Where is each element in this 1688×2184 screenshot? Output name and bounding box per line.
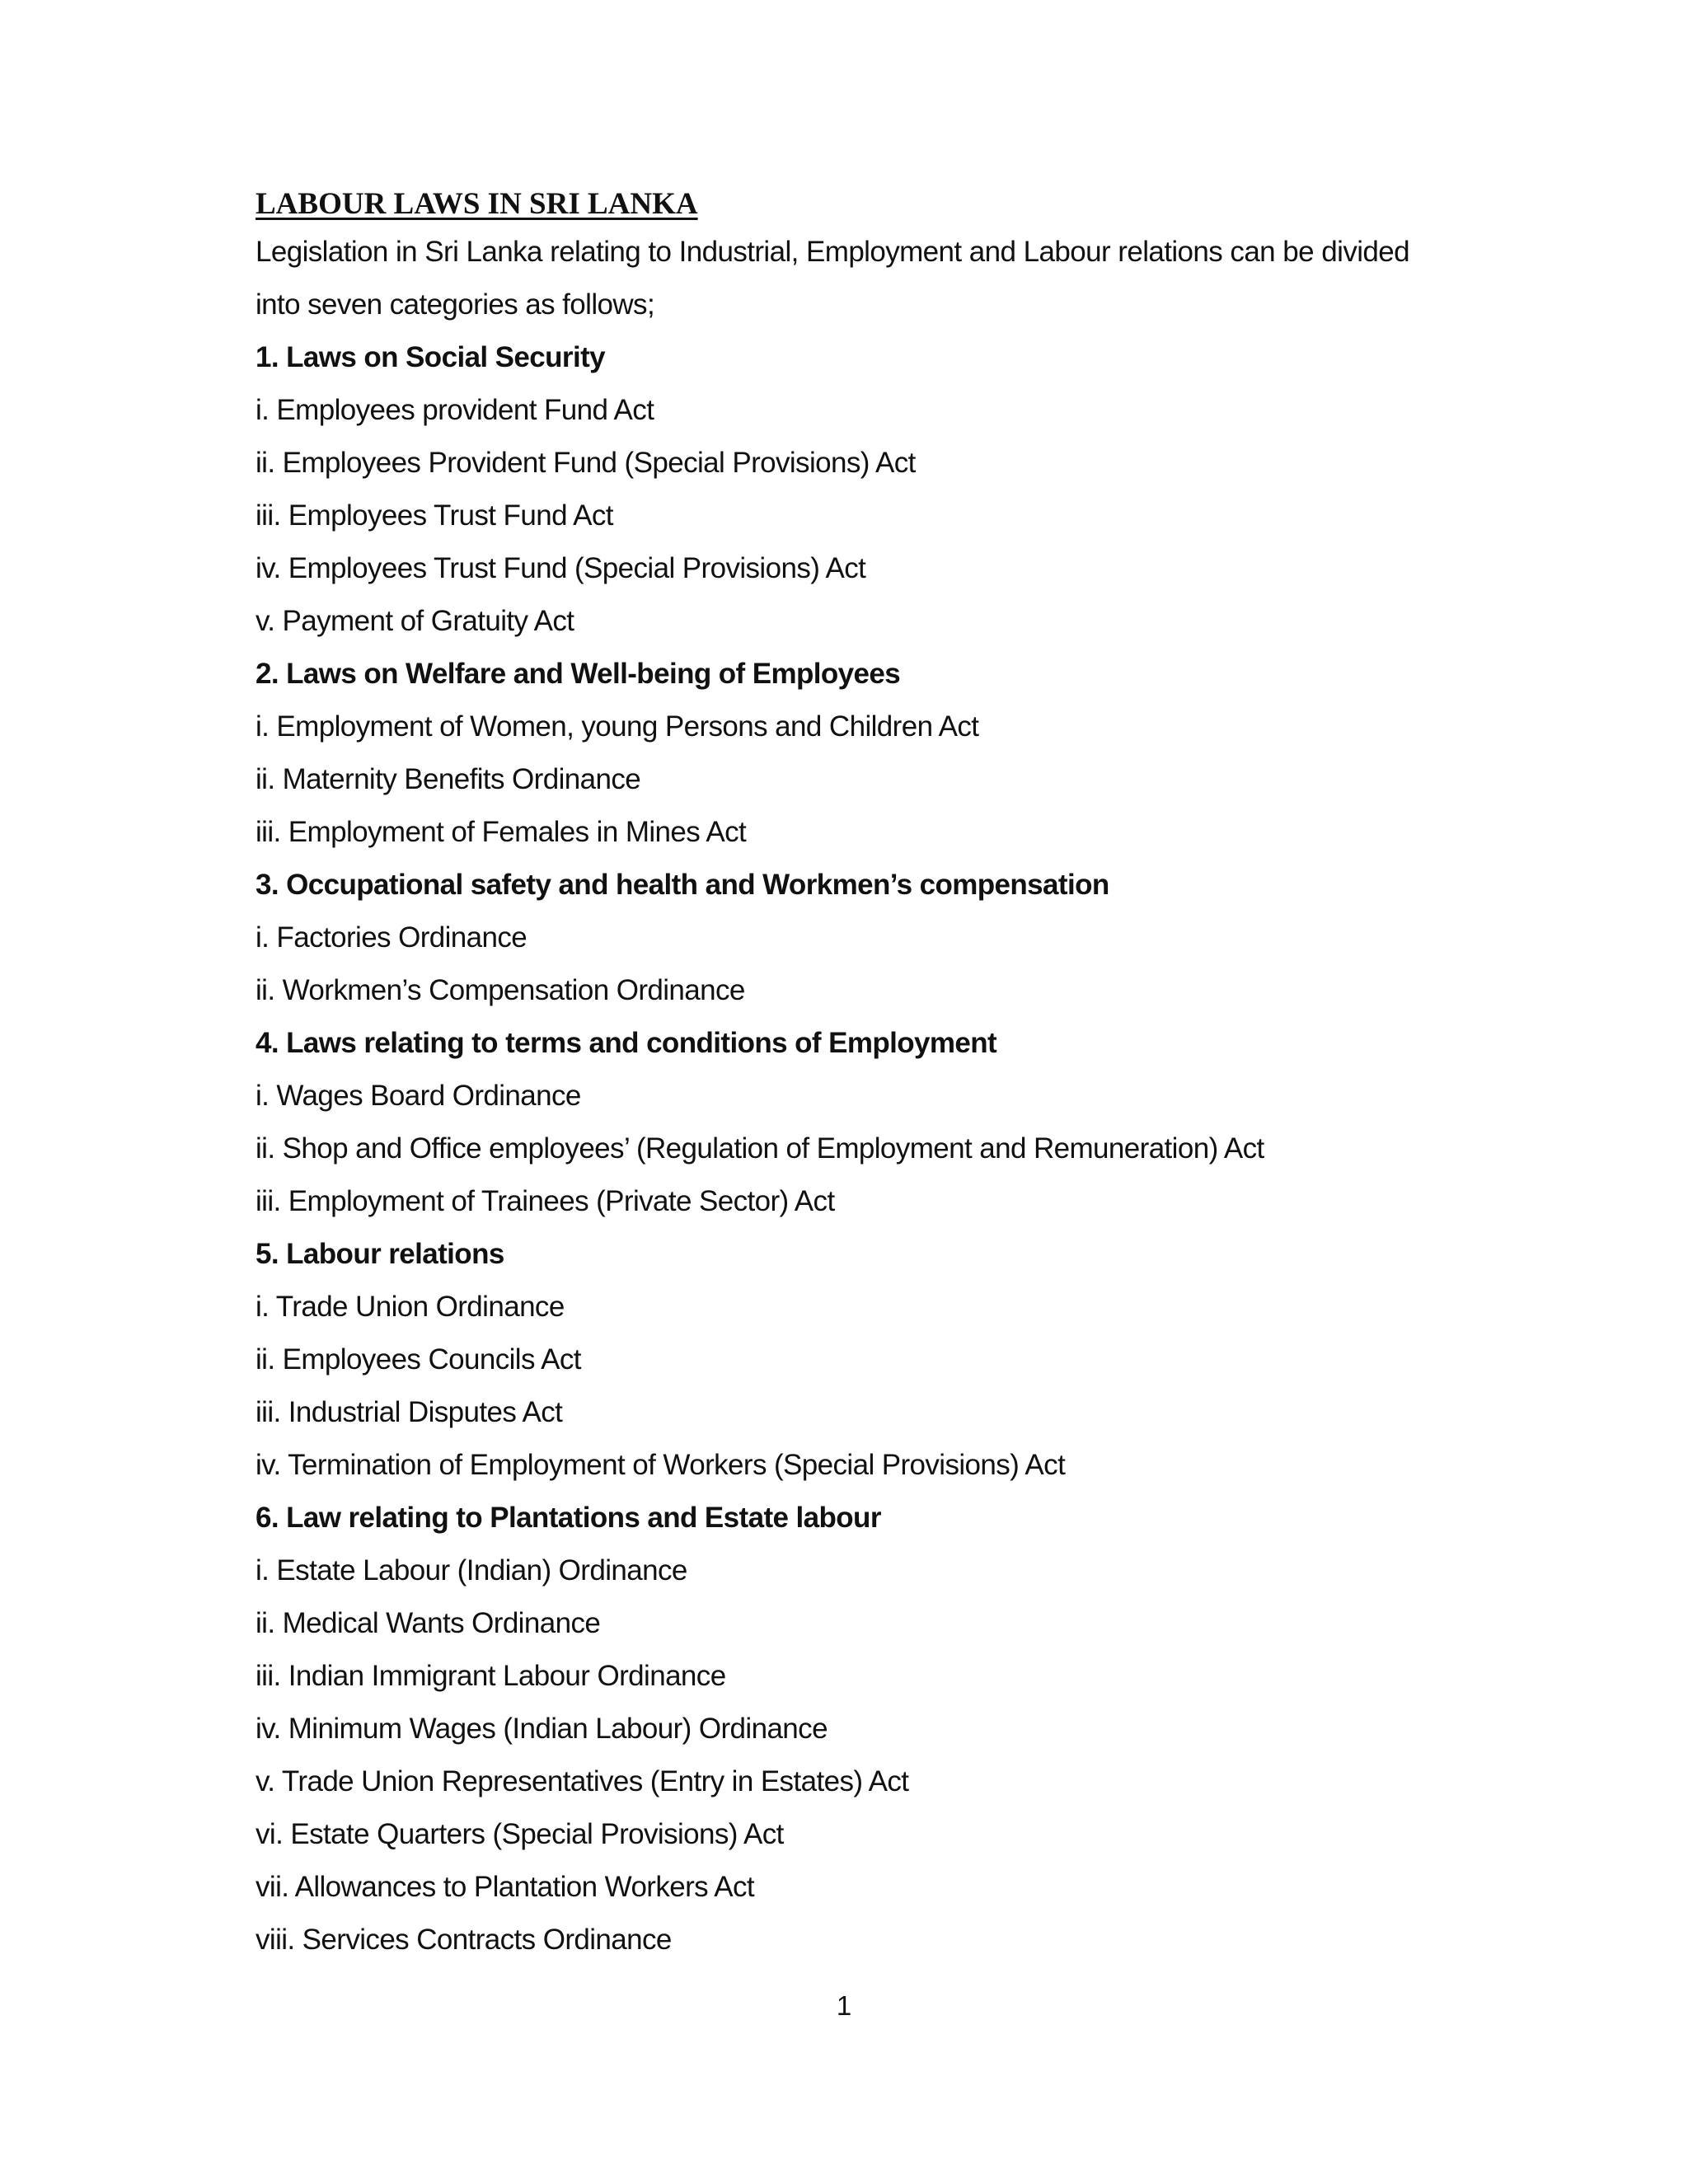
list-item: iii. Employees Trust Fund Act <box>256 499 613 532</box>
section-heading: 3. Occupational safety and health and Workmen’s compensation <box>256 869 1109 901</box>
section-plantations <box>256 1492 1409 1966</box>
list-item: v. Trade Union Representatives (Entry in Estates) Act <box>256 1765 909 1797</box>
list-item: i. Employees provident Fund Act <box>256 394 654 426</box>
list-item: vii. Allowances to Plantation Workers Act <box>256 1871 755 1903</box>
list-item: iii. Industrial Disputes Act <box>256 1396 563 1428</box>
section-heading: 6. Law relating to Plantations and Estate labour <box>256 1502 881 1534</box>
section-occupational-safety <box>256 859 1409 1017</box>
list-item: ii. Workmen’s Compensation Ordinance <box>256 974 745 1006</box>
section-terms-of-employment <box>256 1017 1409 1228</box>
list-item: v. Payment of Gratuity Act <box>256 605 574 637</box>
section-heading: 4. Laws relating to terms and conditions of Employment <box>256 1027 997 1059</box>
list-item: iv. Termination of Employment of Workers (Special Provisions) Act <box>256 1449 1066 1481</box>
section-social-security <box>256 331 1409 648</box>
section-heading: 5. Labour relations <box>256 1238 504 1270</box>
list-item: iii. Employment of Trainees (Private Sector) Act <box>256 1185 835 1217</box>
list-item: ii. Employees Provident Fund (Special Provisions) Act <box>256 447 916 479</box>
section-labour-relations <box>256 1228 1409 1492</box>
list-item: i. Wages Board Ordinance <box>256 1080 581 1112</box>
list-item: iv. Employees Trust Fund (Special Provisions) Act <box>256 552 866 584</box>
list-item: ii. Maternity Benefits Ordinance <box>256 763 641 795</box>
intro-paragraph: Legislation in Sri Lanka relating to Industrial, Employment and Labour relations can be divided into seven categories as follows; <box>256 236 1409 321</box>
document-title: LABOUR LAWS IN SRI LANKA <box>256 187 698 221</box>
document-content <box>256 183 1409 1966</box>
list-item: ii. Employees Councils Act <box>256 1343 581 1376</box>
list-item: iii. Employment of Females in Mines Act <box>256 816 747 848</box>
page-number: 1 <box>836 1990 852 2021</box>
list-item: ii. Shop and Office employees’ (Regulation of Employment and Remuneration) Act <box>256 1132 1264 1165</box>
list-item: i. Employment of Women, young Persons and Children Act <box>256 710 979 743</box>
list-item: i. Trade Union Ordinance <box>256 1291 565 1323</box>
section-welfare <box>256 648 1409 859</box>
section-heading: 1. Laws on Social Security <box>256 341 606 373</box>
list-item: iv. Minimum Wages (Indian Labour) Ordinance <box>256 1713 828 1745</box>
list-item: viii. Services Contracts Ordinance <box>256 1924 672 1956</box>
list-item: i. Estate Labour (Indian) Ordinance <box>256 1554 687 1586</box>
list-item: i. Factories Ordinance <box>256 921 528 954</box>
list-item: vi. Estate Quarters (Special Provisions) Act <box>256 1818 784 1850</box>
section-heading: 2. Laws on Welfare and Well-being of Employees <box>256 658 901 690</box>
list-item: iii. Indian Immigrant Labour Ordinance <box>256 1660 726 1692</box>
list-item: ii. Medical Wants Ordinance <box>256 1607 601 1639</box>
